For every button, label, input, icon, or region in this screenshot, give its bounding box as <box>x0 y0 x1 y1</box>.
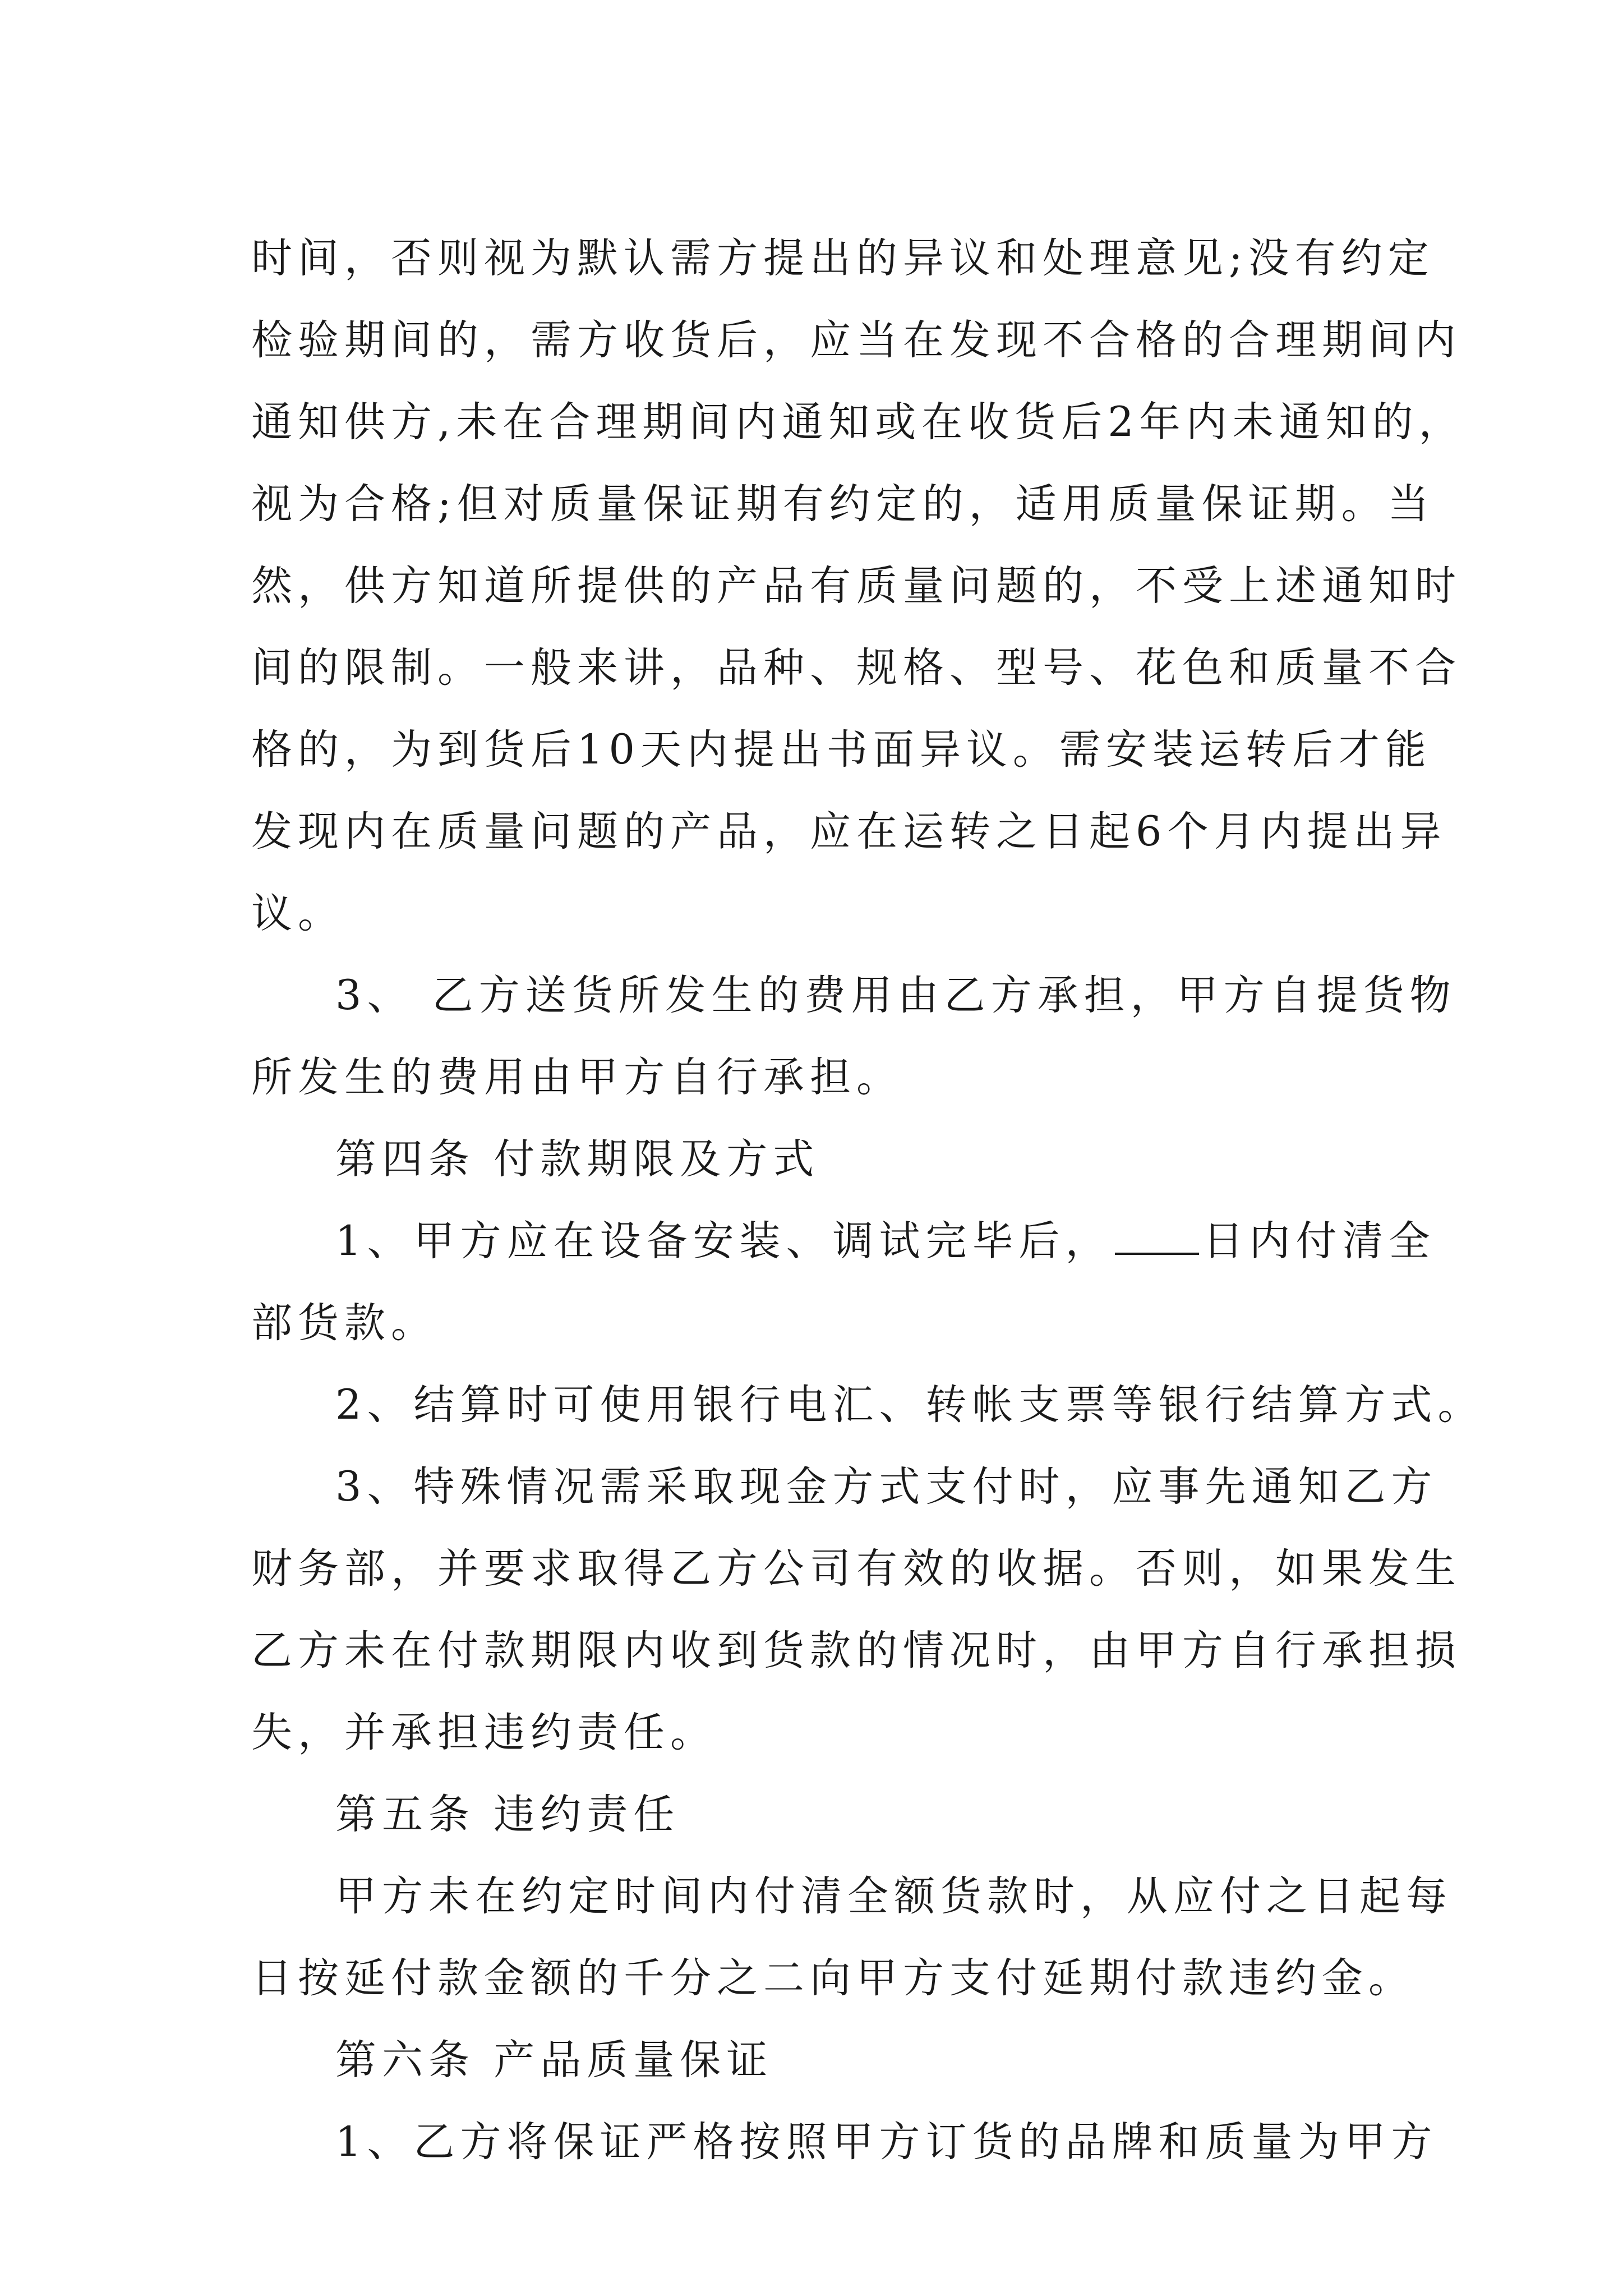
paragraph-line: 2、结算时可使用银行电汇、转帐支票等银行结算方式。 <box>335 1381 1484 1429</box>
paragraph-line: 财务部，并要求取得乙方公司有效的收据。否则，如果发生 <box>251 1545 1461 1593</box>
paragraph-line: 失，并承担违约责任。 <box>251 1709 717 1756</box>
paragraph-line: 甲方未在约定时间内付清全额货款时，从应付之日起每 <box>335 1872 1453 1920</box>
paragraph-line: 部货款。 <box>251 1299 437 1347</box>
paragraph-line: 通知供方,未在合理期间内通知或在收货后2年内未通知的， <box>251 398 1465 446</box>
paragraph-line: 间的限制。一般来讲，品种、规格、型号、花色和质量不合 <box>251 644 1461 692</box>
section-heading: 第五条 违约责任 <box>335 1791 680 1838</box>
paragraph-line-with-blank <box>251 1200 1436 1282</box>
paragraph-line: 发现内在质量问题的产品，应在运转之日起6个月内提出异 <box>251 808 1447 855</box>
line-text-after-blank: 日内付清全 <box>1202 1217 1436 1265</box>
paragraph-line: 格的，为到货后10天内提出书面异议。需安装运转后才能 <box>251 726 1432 774</box>
section-heading: 第四条 付款期限及方式 <box>335 1135 820 1183</box>
line-text-before-blank: 1、甲方应在设备安装、调试完毕后， <box>335 1217 1112 1265</box>
paragraph-line: 3、 乙方送货所发生的费用由乙方承担，甲方自提货物 <box>335 972 1456 1019</box>
paragraph-line: 日按延付款金额的千分之二向甲方支付延期付款违约金。 <box>251 1954 1415 2002</box>
document-body <box>251 218 1484 2183</box>
paragraph-line: 然，供方知道所提供的产品有质量问题的，不受上述通知时 <box>251 562 1461 610</box>
section-heading: 第六条 产品质量保证 <box>335 2036 773 2084</box>
paragraph-line: 视为合格;但对质量保证期有约定的，适用质量保证期。当 <box>251 480 1435 528</box>
paragraph-line: 1、乙方将保证严格按照甲方订货的品牌和质量为甲方 <box>335 2118 1438 2166</box>
fill-in-blank <box>1115 1219 1199 1255</box>
paragraph-line: 乙方未在付款期限内收到货款的情况时，由甲方自行承担损 <box>251 1627 1461 1674</box>
paragraph-line: 所发生的费用由甲方自行承担。 <box>251 1053 903 1101</box>
paragraph-line: 议。 <box>251 890 344 937</box>
paragraph-line: 检验期间的，需方收货后，应当在发现不合格的合理期间内 <box>251 316 1461 364</box>
paragraph-line: 3、特殊情况需采取现金方式支付时，应事先通知乙方 <box>335 1463 1438 1511</box>
paragraph-line: 时间，否则视为默认需方提出的异议和处理意见;没有约定 <box>251 234 1435 282</box>
